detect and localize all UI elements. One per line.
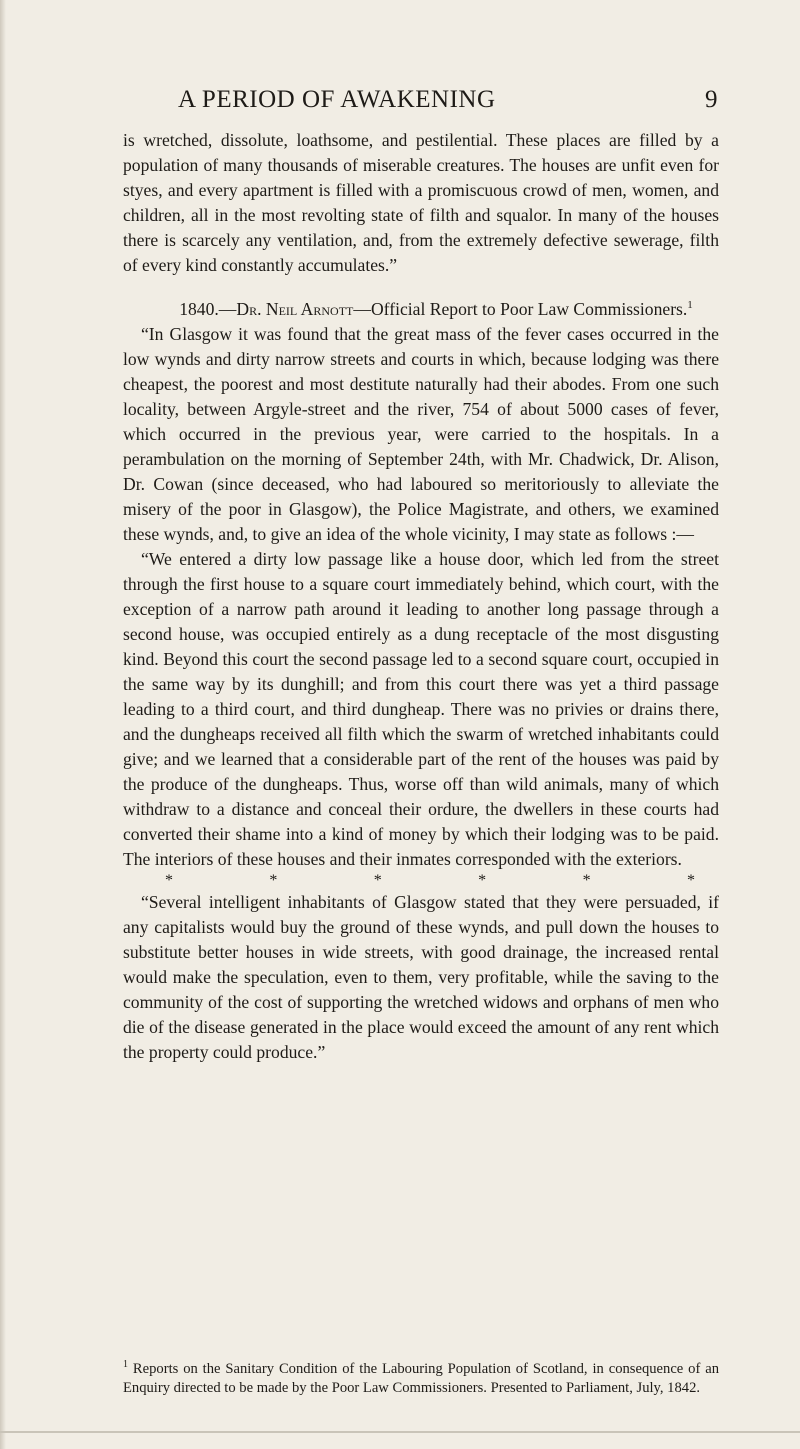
star-mark: * <box>686 871 695 889</box>
star-mark: * <box>165 871 173 889</box>
footnote <box>123 1355 719 1398</box>
paragraph-capitalists: “Several intelligent inhabitants of Glasgow stated that they were persuaded, if any capitalists would buy the ground of these wynds, and pull down the houses to substitute better houses in wide streets, with good drainage, the increased rental would make the speculation, even to them, very profitable, while the saving to the community of the cost of supporting the wretched widows and orphans of men who die of the disease generated in the place would exceed the amount of any rent which the property could produce.” <box>123 891 719 1062</box>
running-title: A PERIOD OF AWAKENING <box>178 86 496 113</box>
paragraph-glasgow-fever: “In Glasgow it was found that the great mass of the fever cases occurred in the low wynds and dirty narrow streets and courts in which, because lodging was there cheapest, the poorest and most destitute naturally had their abodes. From one such locality, between Argyle-street and the river, 754 of about 5000 cases of fever, which occurred in the previous year, were carried to the hospitals. In a perambulation on the morning of September 24th, with Mr. Chadwick, Dr. Alison, Dr. Cowan (since deceased, who had laboured so meritoriously to alleviate the misery of the poor in Glasgow), the Police Magistrate, and others, we examined these wynds, and, to give an idea of the whole vicinity, I may state as follows :— <box>123 323 719 544</box>
star-mark: * <box>269 871 278 889</box>
footnote-reference: 1 <box>687 299 693 311</box>
page-number: 9 <box>705 86 718 113</box>
star-mark: * <box>373 871 382 889</box>
bottom-rule <box>0 1431 800 1433</box>
running-header <box>178 86 718 114</box>
heading-title: —Official Report to Poor Law Commissioners. <box>353 298 688 319</box>
heading-year: 1840.— <box>179 298 237 319</box>
paragraph-continued: is wretched, dissolute, loathsome, and pestilential. These places are filled by a population of many thousands of miserable creatures. The houses are unfit even for styes, and every apartment is filled with a promiscuous crowd of men, women, and children, all in the most revolting state of filth and squalor. In many of the houses there is scarcely any ventilation, and, from the extremely defective sewerage, filth of every kind constantly accumulates.” <box>123 130 719 275</box>
page-body <box>123 128 719 1065</box>
heading-author: Dr. Neil Arnott <box>236 298 354 319</box>
page-edge-shadow <box>0 0 6 1449</box>
star-mark: * <box>582 871 591 889</box>
star-mark: * <box>478 871 487 889</box>
paragraph-wynds-description: “We entered a dirty low passage like a house door, which led from the street through the first house to a square court immediately behind, which court, with the exception of a narrow path around it leading to another long passage through a second house, was occupied entirely as a dung receptacle of the most disgusting kind. Beyond this court the second passage led to a second square court, occupied in the same way by its dunghill; and from this court there was yet a third passage leading to a third court, and third dungheap. There was no privies or drains there, and the dungheaps received all filth which the swarm of wretched inhabitants could give; and we learned that a considerable part of the rent of the houses was paid by the produce of the dungheaps. Thus, worse off than wild animals, many of which withdraw to a distance and conceal their ordure, the dwellers in these courts had converted their shame into a kind of money by which their lodging was to be paid. The interiors of these houses and their inmates corresponded with the exteriors. <box>123 548 719 869</box>
footnote-text: Reports on the Sanitary Condition of the Labouring Population of Scotland, in consequence of an Enquiry directed to be made by the Poor Law Commissioners. Presented to Parliament, July, 1842. <box>123 1360 719 1396</box>
ellipsis-stars <box>123 872 719 890</box>
footnote-marker: 1 <box>123 1359 128 1370</box>
section-heading <box>123 293 719 322</box>
